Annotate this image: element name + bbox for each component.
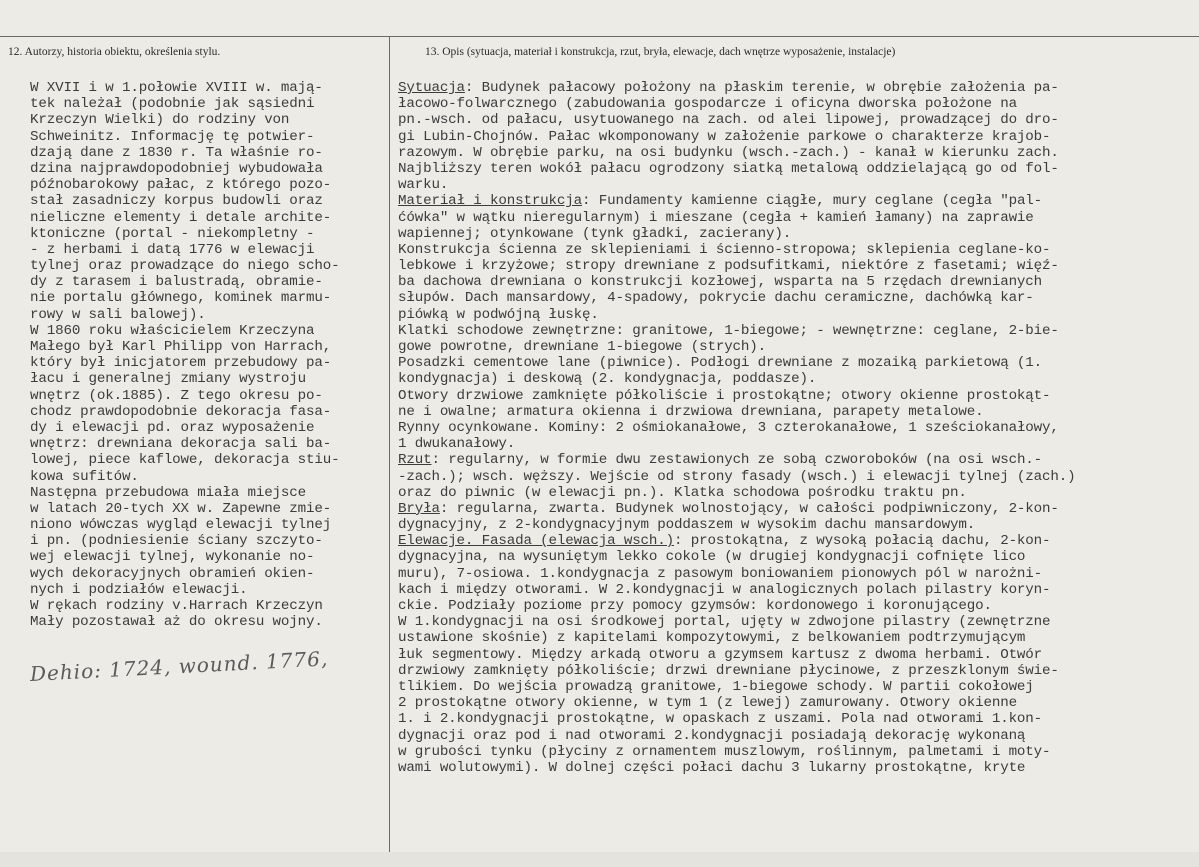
description-text-line: muru), 7-osiowa. 1.kondygnacja z pasowym boniowaniem pionowych pól w narożni- [398,565,1043,582]
description-text-line: tlikiem. Do wejścia prowadzą granitowe, 1-biegowe schody. W partii cokołowej [398,678,1034,695]
history-text-line: rowy w sali balowej). [30,306,206,323]
section-heading: Sytuacja [398,80,465,96]
description-text-line: słupów. Dach mansardowy, 4-spadowy, pokrycie dachu ceramiczne, dachówką kar- [398,290,1034,307]
history-text-line: tylnej oraz prowadzące do niego scho- [30,258,340,275]
history-text-line: - z herbami i datą 1776 w elewacji [30,241,315,258]
history-text-line: Mały pozostawał aż do okresu wojny. [30,614,323,631]
history-text-line: Krzeczyn Wielki) do rodziny von [30,112,290,129]
description-text-line: Klatki schodowe zewnętrzne: granitowe, 1-biegowe; - wewnętrzne: ceglane, 2-bie- [398,322,1059,339]
history-text-line: Małego był Karl Philipp von Harrach, [30,339,332,355]
history-text-line: W 1860 roku właścicielem Krzeczyna [30,322,315,339]
history-text-line: dy z tarasem i balustradą, obramie- [30,274,323,291]
description-text-line: Elewacje. Fasada (elewacja wsch.): prostokątna, z wysoką połacią dachu, 2-kon- [398,533,1051,550]
history-text-line: łacu i generalnej zmiany wystroju [30,371,307,388]
history-text-line: w latach 20-tych XX w. Zapewne zmie- [30,500,332,517]
description-text-line: Rynny ocynkowane. Kominy: 2 ośmiokanałowe, 3 czterokanałowe, 1 sześciokanałowy, [398,419,1059,436]
history-text-line: W rękach rodziny v.Harrach Krzeczyn [30,598,323,614]
description-text-line: łacowo-folwarcznego (zabudowania gospodarcze i oficyna dworska położone na [398,96,1017,113]
description-text-line: Bryła: regularna, zwarta. Budynek wolnostojący, w całości podpiwniczony, 2-kon- [398,500,1059,517]
description-text-line: 2 prostokątne otwory okienne, w tym 1 (z lewej) zamurowany. Otwory okienne [398,695,1017,712]
history-text-line: stał zasadniczy korpus budowli oraz [30,193,323,210]
history-text-line: dy i elewacji pd. oraz wyposażenie [30,419,315,436]
description-text-line: 1 dwukanałowy. [398,436,516,453]
history-text-line: i pn. (podniesienie ściany szczyto- [30,533,323,550]
description-text-line: ćówka" w wątku nieregularnym) i mieszane (cegła + kamień łamany) na zaprawie [398,209,1034,226]
history-text-line: lowej, piece kaflowe, dekoracja stiu- [30,452,340,469]
handwritten-note: Dehio: 1724, wound. 1776, [29,646,329,686]
description-text-line: gi Lubin-Chojnów. Pałac wkomponowany w założenie parkowe o charakterze krajob- [398,128,1051,145]
description-text-line: gowe powrotne, drewniane 1-biegowe (strych). [398,339,767,355]
description-text-column [398,80,1193,776]
bottom-margin [0,852,1199,867]
description-text-line: wami wolutowymi). W dolnej części połaci dachu 3 lukarny prostokątne, kryte [398,759,1026,776]
history-text-line: W XVII i w 1.połowie XVIII w. mają- [30,80,323,96]
section-heading: Materiał i konstrukcja [398,193,583,210]
description-text-line: dygnacyjny, z 2-kondygnacyjnym poddaszem w wysokim dachu mansardowym. [398,517,976,534]
description-text-line: razowym. W obrębie parku, na osi budynku (wsch.-zach.) - kanał w kierunku zach. [398,144,1059,161]
right-section-header: 13. Opis (sytuacja, materiał i konstrukcja, rzut, bryła, elewacje, dach wnętrze wyposażenie, instalacje) [425,46,896,58]
description-text-line: dygnacyjna, na wysuniętym lekko cokole (w drugiej kondygnacji cofnięte lico [398,549,1026,566]
description-text-line: Konstrukcja ścienna ze sklepieniami i ścienno-stropowa; sklepienia ceglane-ko- [398,241,1051,258]
history-text-line: kowa sufitów. [30,468,139,485]
header-divider [0,36,1199,37]
history-text-line: tek należał (podobnie jak sąsiedni [30,96,315,113]
history-text-column [30,80,386,630]
column-divider [389,36,390,854]
description-text-line: W 1.kondygnacji na osi środkowej portal, ujęty w zdwojone pilastry (zewnętrzne [398,614,1051,631]
description-text-line: dygnacji oraz pod i nad otworami 2.kondygnacji posiadają dekorację wykonaną [398,727,1026,744]
description-text-line: lebkowe i krzyżowe; stropy drewniane z podsufitkami, niektóre z fasetami; więź- [398,258,1059,275]
description-text-line: w grubości tynku (płyciny z ornamentem muszlowym, roślinnym, palmetami i moty- [398,743,1051,760]
description-text-line: piówką w podwójną łuskę. [398,306,599,323]
description-text-line: -zach.); wsch. węższy. Wejście od strony fasady (wsch.) i elewacji tylnej (zach.) [398,468,1076,485]
description-text-line: kach i między otworami. W 2.kondygnacji w analogicznych polach pilastry koryn- [398,581,1051,598]
history-text-line: chodz prawdopodobnie dekoracja fasa- [30,403,332,420]
history-text-line: wej elewacji tylnej, wykonanie no- [30,549,315,566]
description-text-line: wapiennej; otynkowane (tynk gładki, zacierany). [398,225,792,242]
history-text-line: wnętrz: drewniana dekoracja sali ba- [30,436,332,453]
description-text-line: pn.-wsch. od pałacu, usytuowanego na zach. od alei lipowej, prowadzącej do dro- [398,112,1059,129]
description-text-line: ckie. Podziały poziome przy pomocy gzymsów: kordonowego i koronującego. [398,598,992,614]
description-text-line: łuk segmentowy. Między arkadą otworu a gzymsem kartusz z dwoma herbami. Otwór [398,646,1043,663]
history-text-line: niono wówczas wygląd elewacji tylnej [30,517,332,534]
section-heading: Bryła [398,500,440,517]
history-text-line: ktoniczne (portal - niekompletny - [30,225,315,242]
history-text-line: późnobarokowy pałac, z którego pozo- [30,177,332,194]
history-text-line: dzają dane z 1830 r. Ta właśnie ro- [30,144,323,161]
history-text-line: który był inicjatorem przebudowy pa- [30,355,332,372]
history-text-line: wych dekoracyjnych obramień okien- [30,565,315,582]
history-text-line: wnętrz (ok.1885). Z tego okresu po- [30,387,323,404]
history-text-line: nych i podziałów elewacji. [30,581,248,598]
description-text-line: ne i owalne; armatura okienna i drzwiowa drewniana, parapety metalowe. [398,403,984,420]
description-text-line: Najbliższy teren wokół pałacu ogrodzony siatką metalową oddzielającą go od fol- [398,160,1059,177]
history-text-line: nieliczne elementy i detale archite- [30,209,332,226]
description-text-line: warku. [398,177,449,194]
description-text-line: ustawione skośnie) z kapitelami kompozytowymi, z belkowaniem podtrzymującym [398,630,1026,647]
section-heading: Rzut [398,452,432,469]
description-text-line: 1. i 2.kondygnacji prostokątne, w opaskach z uszami. Pola nad otworami 1.kon- [398,711,1043,728]
description-text-line: Posadzki cementowe lane (piwnice). Podłogi drewniane z mozaiką parkietową (1. [398,355,1043,372]
description-text-line: Otwory drzwiowe zamknięte półkoliście i prostokątne; otwory okienne prostokąt- [398,387,1051,404]
left-section-header: 12. Autorzy, historia obiektu, określenia stylu. [8,46,221,58]
description-text-line: Sytuacja: Budynek pałacowy położony na płaskim terenie, w obrębie założenia pa- [398,80,1059,96]
section-heading: Elewacje. Fasada (elewacja wsch.) [398,533,675,550]
history-text-line: Schweinitz. Informację tę potwier- [30,128,315,145]
description-text-line: kondygnacja) i deskową (2. kondygnacja, poddasze). [398,371,817,388]
history-text-line: dzina najprawdopodobniej wybudowała [30,160,323,177]
history-text-line: Następna przebudowa miała miejsce [30,484,307,501]
history-text-line: nie portalu głównego, kominek marmu- [30,290,332,307]
description-text-line: ba dachowa drewniana o konstrukcji kozłowej, wsparta na 5 rzędach drewnianych [398,274,1043,291]
description-text-line: Materiał i konstrukcja: Fundamenty kamienne ciągłe, mury ceglane (cegła "pal- [398,193,1043,210]
description-text-line: drzwiowy zamknięty półkoliście; drzwi drewniane płycinowe, z przeszklonym świe- [398,662,1059,679]
description-text-line: oraz do piwnic (w elewacji pn.). Klatka schodowa pośrodku traktu pn. [398,484,967,501]
description-text-line: Rzut: regularny, w formie dwu zestawionych ze sobą czworoboków (na osi wsch.- [398,452,1043,469]
